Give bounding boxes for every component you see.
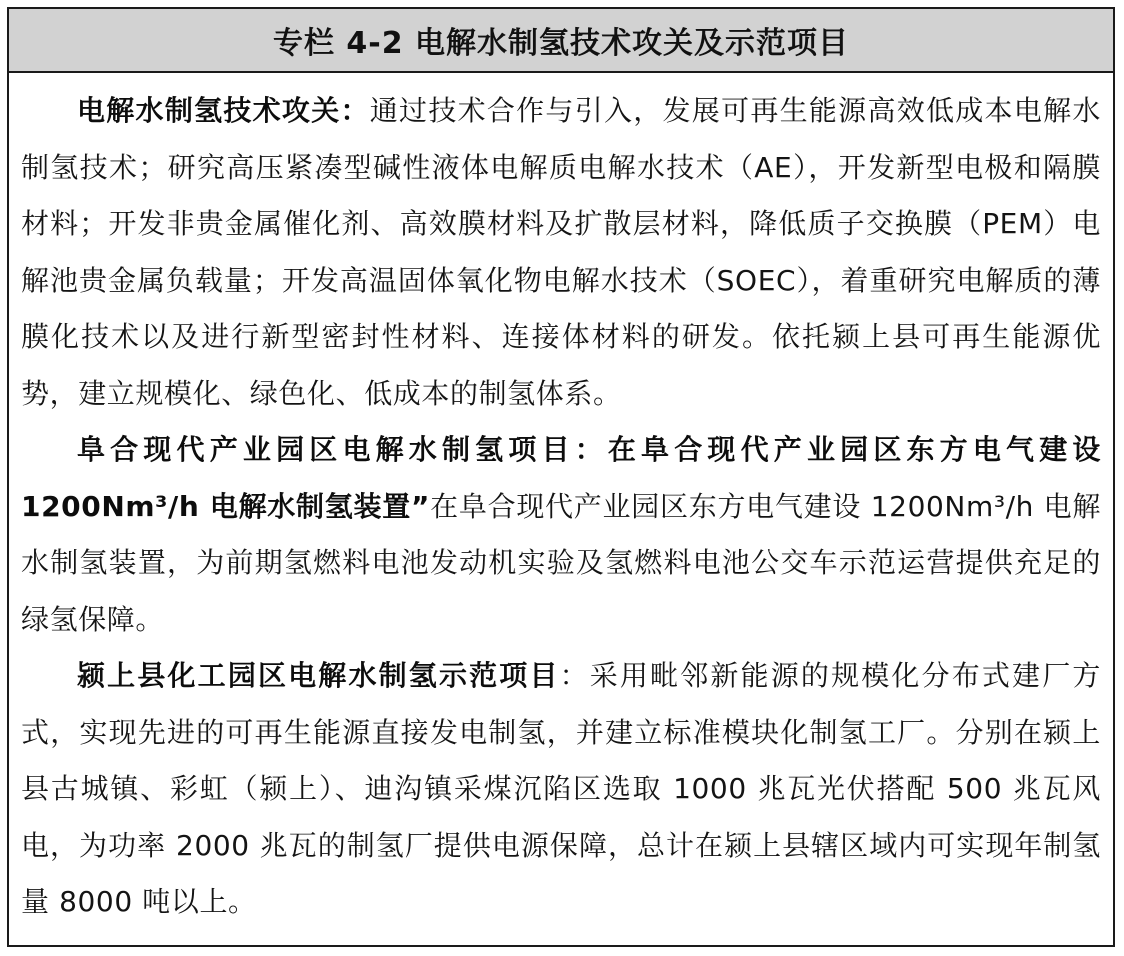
paragraph-body: 通过技术合作与引入，发展可再生能源高效低成本电解水制氢技术；研究高压紧凑型碱性液体电解质电解水技术（AE），开发新型电极和隔膜材料；开发非贵金属催化剂、高效膜材料及扩散层材料，降低质子交换膜（PEM）电解池贵金属负载量；开发高温固体氧化物电解水技术（SOEC），着重研究电解质的薄膜化技术以及进行新型密封性材料、连接体材料的研发。依托颍上县可再生能源优势，建立规模化、绿色化、低成本的制氢体系。 [21, 94, 1101, 410]
paragraph-body: 在阜合现代产业园区东方电气建设 1200Nm³/h 电解水制氢装置，为前期氢燃料电池发动机实验及氢燃料电池公交车示范运营提供充足的绿氢保障。 [21, 489, 1101, 636]
box-title: 专栏 4-2 电解水制氢技术攻关及示范项目 [9, 9, 1113, 73]
paragraph-tech-research [21, 83, 1101, 422]
paragraph-fuhe-project [21, 422, 1101, 648]
box-content [9, 73, 1113, 931]
paragraph-lead: 阜合现代产业园区电解水制氢项目：在阜合现代产业园区东方电气建设 1200Nm³/h 电解水制氢装置” [21, 433, 1101, 523]
paragraph-body: ：采用毗邻新能源的规模化分布式建厂方式，实现先进的可再生能源直接发电制氢，并建立标准模块化制氢工厂。分别在颍上县古城镇、彩虹（颍上）、迪沟镇采煤沉陷区选取 1000 兆瓦光伏搭配 500 兆瓦风电，为功率 2000 兆瓦的制氢厂提供电源保障，总计在颍上县辖区域内可实现年制氢量 8000 吨以上。 [21, 659, 1101, 918]
paragraph-lead: 颍上县化工园区电解水制氢示范项目 [77, 659, 560, 692]
column-box [7, 7, 1115, 947]
paragraph-lead: 电解水制氢技术攻关： [77, 94, 370, 127]
paragraph-yingshang-project [21, 648, 1101, 931]
